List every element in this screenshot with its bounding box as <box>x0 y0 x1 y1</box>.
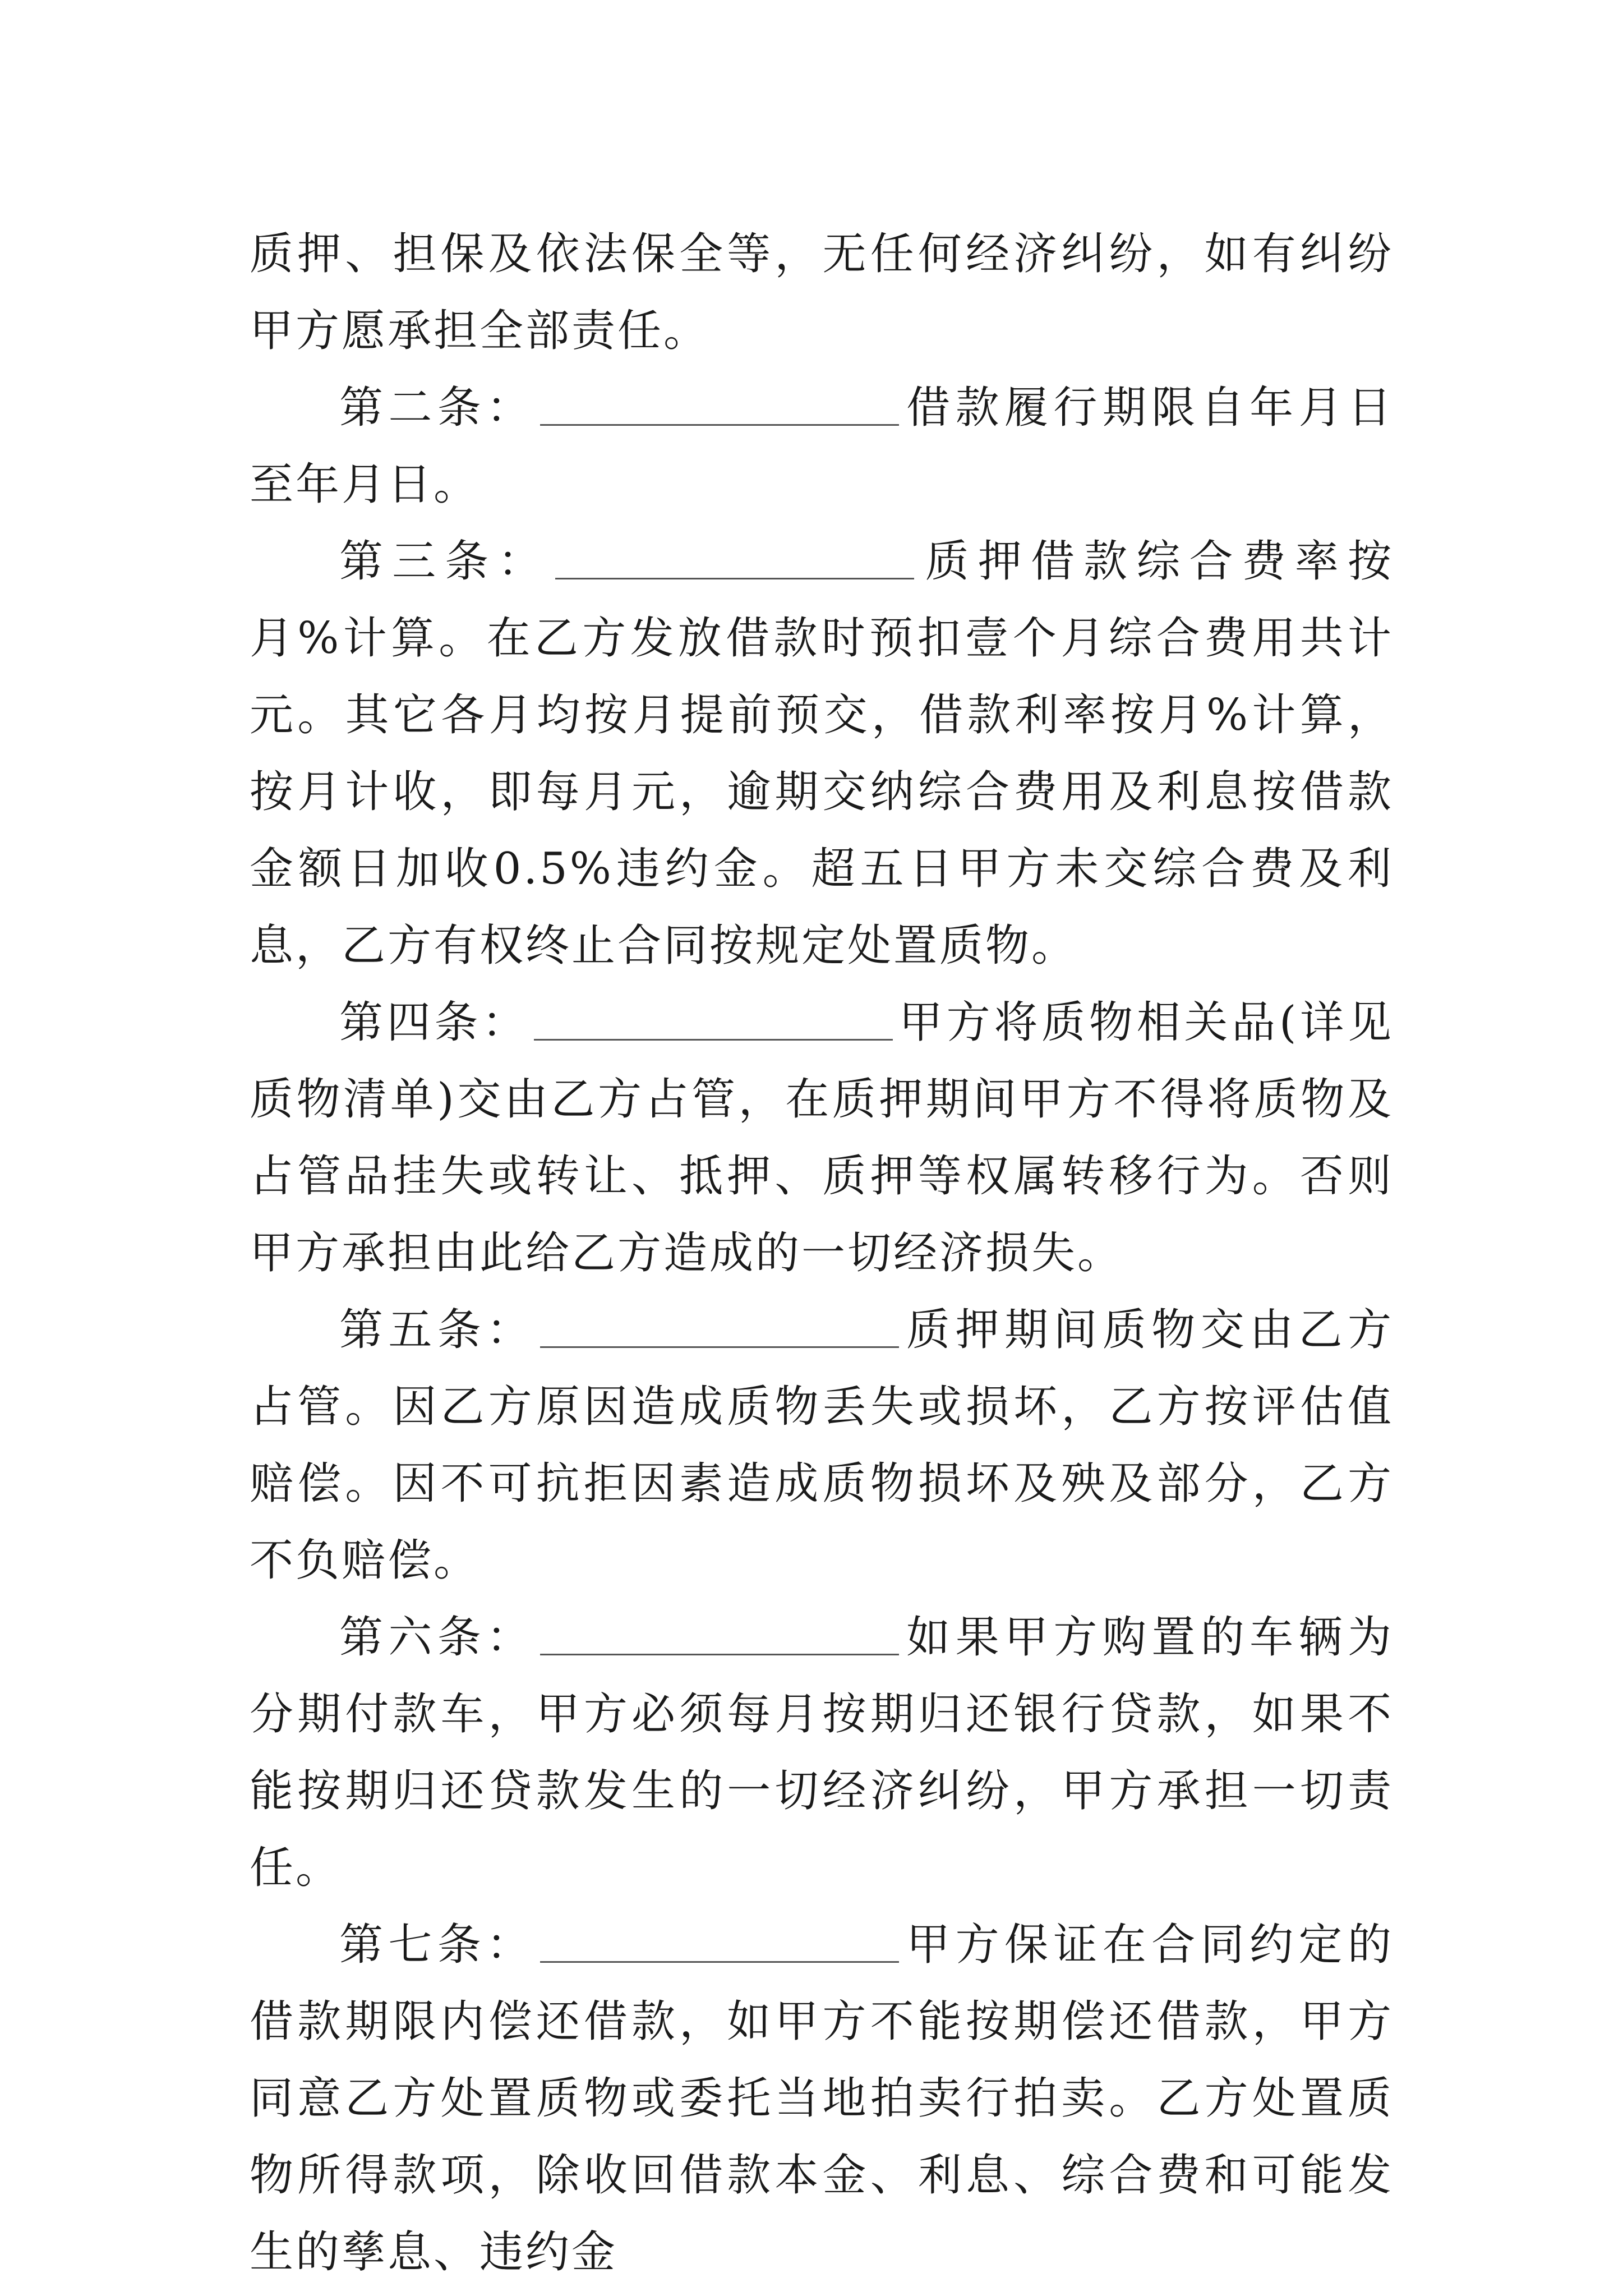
article-label: 第三条： <box>339 536 551 587</box>
article-4 <box>250 984 1394 1292</box>
article-label: 第七条： <box>339 1920 536 1970</box>
blank-line <box>555 539 914 579</box>
article-text: 质押期间质物交由乙方占管。因乙方原因造成质物丢失或损坏，乙方按评估值赔偿。因不可抗拒因素造成质物损坏及殃及部分，乙方不负赔偿。 <box>250 1305 1394 1586</box>
paragraph-continuation <box>250 216 1394 370</box>
article-text: 质押借款综合费率按月%计算。在乙方发放借款时预扣壹个月综合费用共计元。其它各月均按月提前预交，借款利率按月%计算，按月计收，即每月元，逾期交纳综合费用及利息按借款金额日加收0.5%违约金。超五日甲方未交综合费及利息，乙方有权终止合同按规定处置质物。 <box>250 536 1394 971</box>
article-6 <box>250 1599 1394 1907</box>
article-3 <box>250 523 1394 984</box>
article-7 <box>250 1907 1394 2291</box>
article-label: 第六条： <box>339 1612 536 1663</box>
article-label: 第二条： <box>339 383 536 433</box>
article-text: 甲方保证在合同约定的借款期限内偿还借款，如甲方不能按期偿还借款，甲方同意乙方处置质物或委托当地拍卖行拍卖。乙方处置质物所得款项，除收回借款本金、利息、综合费和可能发生的孳息、违约金 <box>250 1920 1394 2277</box>
article-text: 借款履行期限自年月日至年月日。 <box>250 383 1394 510</box>
blank-line <box>534 1000 893 1041</box>
blank-line <box>540 1307 899 1348</box>
article-label: 第五条： <box>339 1305 536 1355</box>
article-5 <box>250 1292 1394 1599</box>
article-2 <box>250 370 1394 523</box>
article-label: 第四条： <box>339 997 530 1048</box>
article-text: 甲方将质物相关品(详见质物清单)交由乙方占管，在质押期间甲方不得将质物及占管品挂失或转让、抵押、质押等权属转移行为。否则甲方承担由此给乙方造成的一切经济损失。 <box>250 997 1394 1278</box>
paragraph-text: 质押、担保及依法保全等，无任何经济纠纷，如有纠纷甲方愿承担全部责任。 <box>250 229 1394 356</box>
blank-line <box>540 385 899 426</box>
document-body <box>250 216 1394 2291</box>
article-text: 如果甲方购置的车辆为分期付款车，甲方必须每月按期归还银行贷款，如果不能按期归还贷款发生的一切经济纠纷，甲方承担一切责任。 <box>250 1612 1394 1893</box>
blank-line <box>540 1614 899 1655</box>
blank-line <box>540 1922 899 1963</box>
